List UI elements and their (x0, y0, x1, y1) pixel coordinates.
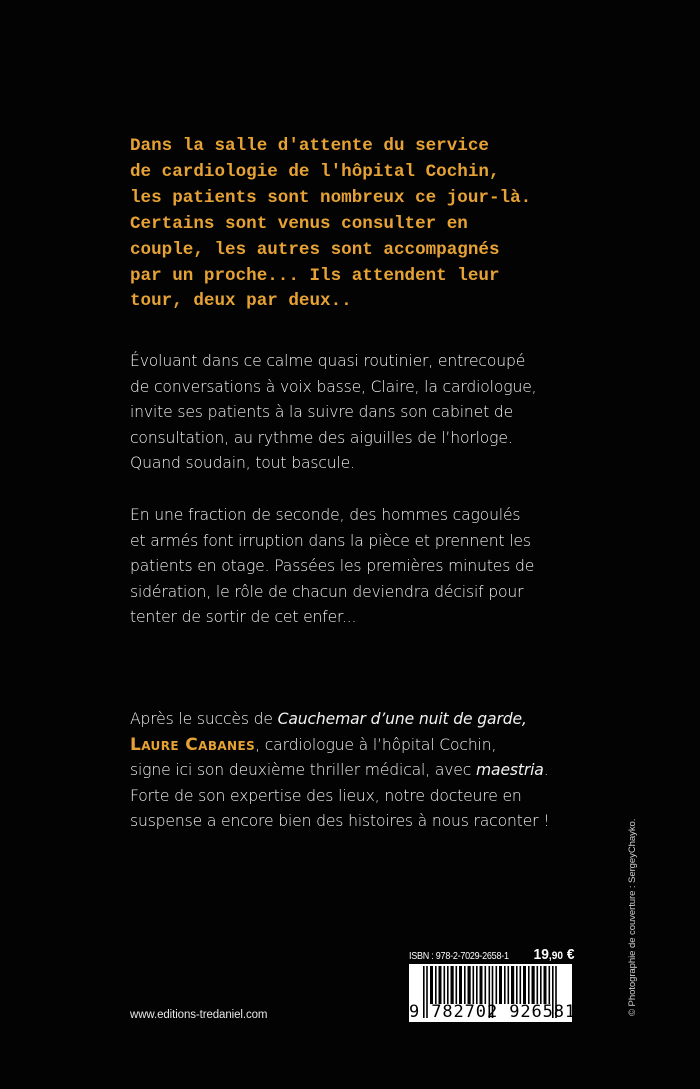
synopsis-paragraph-1 (130, 349, 580, 477)
blurb-line: couple, les autres sont accompagnés (130, 239, 500, 260)
blurb-line: de cardiologie de l'hôpital Cochin, (130, 161, 500, 182)
blurb-line: Certains sont venus consulter en (130, 213, 468, 234)
previous-book-title: Cauchemar d’une nuit de garde, (277, 710, 527, 728)
paragraph-line (130, 733, 580, 759)
paragraph-line: tenter de sortir de cet enfer... (130, 608, 357, 627)
paragraph-line: de conversations à voix basse, Claire, la cardiologue, (130, 377, 537, 396)
italic-word: maestria (476, 761, 544, 780)
price-whole: 19 (533, 946, 549, 963)
paragraph-line (130, 758, 580, 784)
price-currency: € (562, 946, 574, 963)
publisher-website[interactable]: www.editions-tredaniel.com (130, 1009, 268, 1021)
line-text: Après le succès de (130, 710, 278, 728)
blurb-line: les patients sont nombreux ce jour-là. (130, 187, 532, 208)
paragraph-line (130, 707, 580, 733)
paragraph-line: Forte de son expertise des lieux, notre docteure en (130, 786, 522, 805)
author-name: Laure Cabanes (130, 734, 256, 755)
synopsis-paragraph-2 (130, 503, 580, 631)
line-text: . (543, 761, 549, 780)
paragraph-line: invite ses patients à la suivre dans son cabinet de (130, 403, 514, 422)
typewriter-blurb (130, 134, 580, 315)
paragraph-line: et armés font irruption dans la pièce et prennent les (130, 531, 531, 550)
blurb-line: tour, deux par deux.. (130, 291, 352, 312)
paragraph-line: Quand soudain, tout bascule. (130, 454, 355, 473)
isbn-label: ISBN : 978-2-7029-2658-1 (409, 950, 509, 962)
paragraph-line: suspense a encore bien des histoires à nous raconter ! (130, 812, 550, 831)
photo-credit: © Photographie de couverture : SergeyChayko. (627, 818, 638, 1016)
barcode (409, 964, 577, 1022)
author-paragraph (130, 707, 580, 835)
line-text: , cardiologue à l’hôpital Cochin, (255, 735, 497, 754)
price (533, 946, 574, 963)
paragraph-line: consultation, au rythme des aiguilles de l’horloge. (130, 428, 513, 447)
isbn-price-row (409, 946, 574, 962)
paragraph-line: En une fraction de seconde, des hommes cagoulés (130, 506, 521, 524)
blurb-line: Dans la salle d'attente du service (130, 136, 489, 156)
paragraph-line: Évoluant dans ce calme quasi routinier, entrecoupé (130, 352, 526, 370)
paragraph-line: patients en otage. Passées les premières minutes de (130, 557, 535, 576)
barcode-digits: 9 782702 926581 (409, 1002, 577, 1022)
line-text: signe ici son deuxième thriller médical, avec (130, 761, 476, 780)
blurb-line: par un proche... Ils attendent leur (130, 265, 500, 286)
paragraph-line: sidération, le rôle de chacun deviendra décisif pour (130, 582, 524, 601)
price-cents: ,90 (548, 950, 563, 962)
